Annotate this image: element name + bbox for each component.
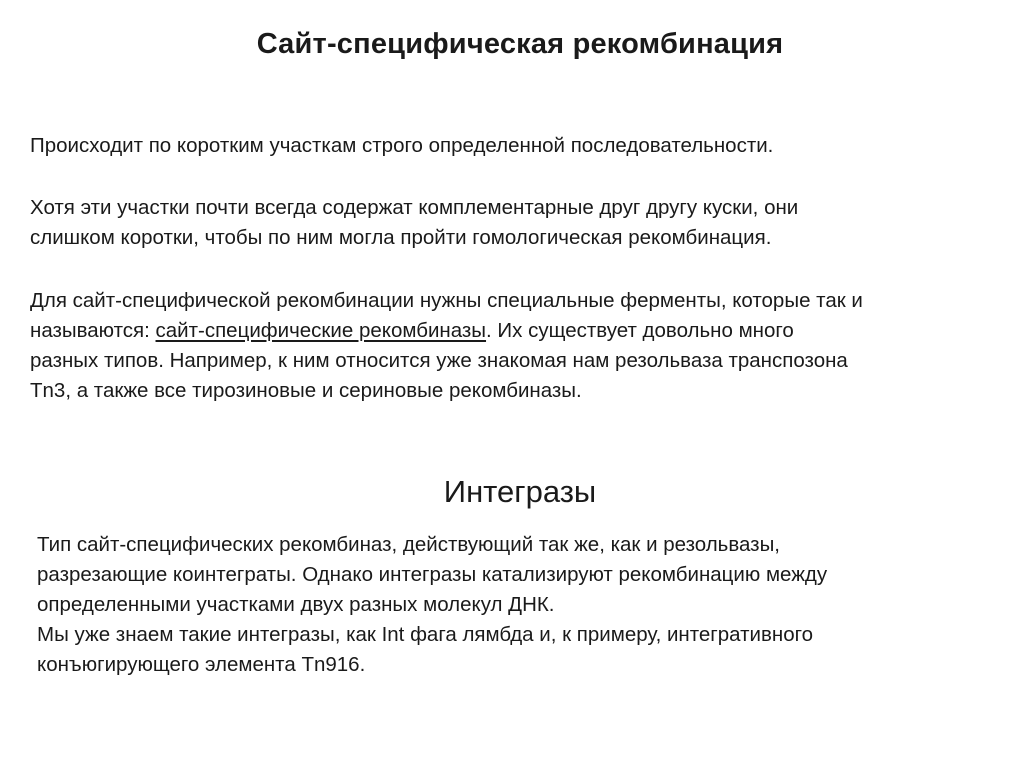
paragraph-enzymes-line-2-end: . Их существует довольно много [486, 319, 794, 342]
paragraph-definition-text: Происходит по коротким участкам строго определенной последовательности. [30, 134, 774, 157]
paragraph-integrases [37, 530, 1002, 680]
section-title-integrases: Интегразы [443, 474, 597, 509]
paragraph-integrases-line-3: определенными участками двух разных молекул ДНК. [37, 593, 555, 616]
paragraph-homology-line-2: слишком коротки, чтобы по ним могла пройти гомологическая рекомбинация. [30, 226, 772, 249]
recombinases-link[interactable]: сайт-специфические рекомбиназы [155, 319, 487, 342]
paragraph-integrases-line-2: разрезающие коинтеграты. Однако интегразы катализируют рекомбинацию между [37, 563, 828, 586]
paragraph-enzymes-line-3: разных типов. Например, к ним относится уже знакомая нам резольваза транспозона [30, 349, 848, 372]
paragraph-integrases-line-5: конъюгирующего элемента Tn916. [37, 653, 366, 676]
paragraph-enzymes-line-4: Tn3, а также все тирозиновые и сериновые рекомбиназы. [30, 379, 582, 402]
paragraph-homology [30, 193, 1000, 253]
paragraph-definition [30, 131, 1000, 161]
paragraph-integrases-line-1: Тип сайт-специфических рекомбиназ, действующий так же, как и резольвазы, [37, 533, 781, 556]
paragraph-enzymes-line-1: Для сайт-специфической рекомбинации нужны специальные ферменты, которые так и [30, 289, 863, 312]
paragraph-enzymes-line-2-start: называются: [30, 319, 156, 342]
paragraph-homology-line-1: Хотя эти участки почти всегда содержат комплементарные друг другу куски, они [30, 196, 799, 219]
paragraph-enzymes [30, 286, 1000, 406]
paragraph-integrases-line-4: Мы уже знаем такие интегразы, как Int фага лямбда и, к примеру, интегративного [37, 623, 814, 646]
slide-title: Сайт-специфическая рекомбинация [256, 28, 784, 60]
